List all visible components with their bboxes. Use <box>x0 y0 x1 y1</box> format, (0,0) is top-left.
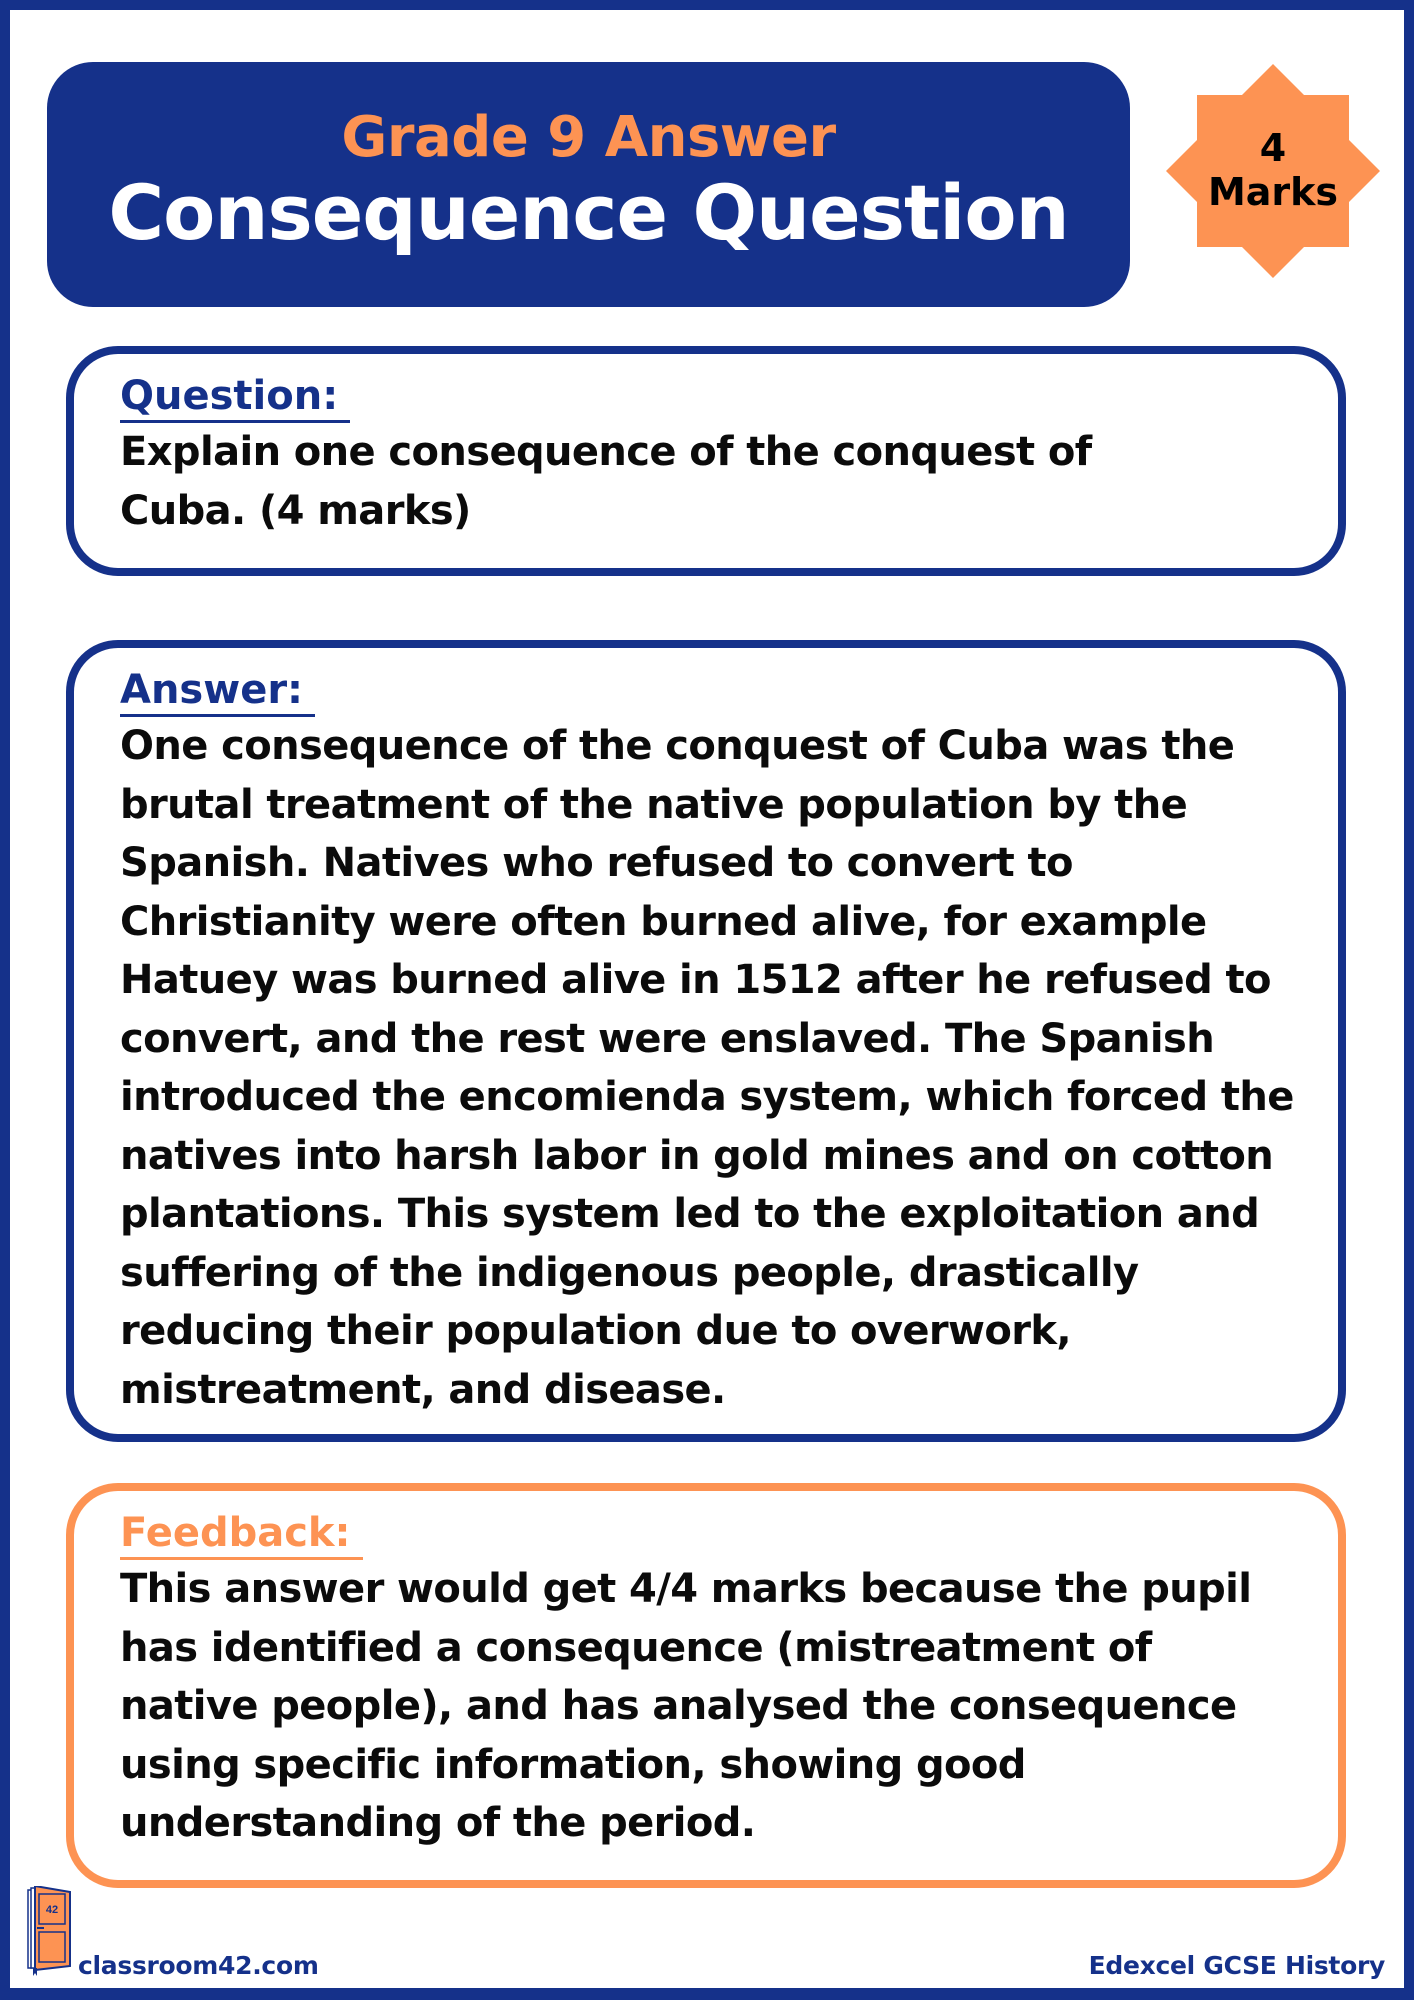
marks-badge <box>1166 64 1380 278</box>
question-card <box>66 346 1346 576</box>
site-link[interactable]: classroom42.com <box>78 1951 319 1980</box>
feedback-card <box>66 1483 1346 1888</box>
feedback-text: This answer would get 4/4 marks because the pupil has identified a consequence (mistreatment of native people), and has analysed the consequence using specific information, showing good understanding of the period. <box>120 1566 1252 1846</box>
header-subtitle: Grade 9 Answer <box>341 105 836 170</box>
question-text: Explain one consequence of the conquest of Cuba. (4 marks) <box>120 429 1092 534</box>
classroom42-door-logo-icon <box>26 1886 74 1976</box>
answer-card <box>66 640 1346 1442</box>
answer-label: Answer: <box>120 666 315 717</box>
page-title: Consequence Question <box>108 167 1069 257</box>
answer-text: One consequence of the conquest of Cuba was the brutal treatment of the native population by the Spanish. Natives who refused to convert to Christianity were often burned alive, for example Hatuey was burned alive in 1512 after he refused to convert, and the rest were enslaved. The Spanish introduced the encomienda system, which forced the natives into harsh labor in gold mines and on cotton plantations. This system led to the exploitation and suffering of the indigenous people, drastically reducing their population due to overwork, mistreatment, and disease. <box>120 723 1294 1413</box>
feedback-label: Feedback: <box>120 1509 363 1560</box>
course-label: Edexcel GCSE History <box>1088 1951 1385 1980</box>
marks-number: 4 <box>1259 126 1287 171</box>
svg-text:42: 42 <box>45 1904 59 1916</box>
marks-label: Marks <box>1207 170 1339 214</box>
header-banner <box>47 62 1130 307</box>
question-label: Question: <box>120 372 350 423</box>
